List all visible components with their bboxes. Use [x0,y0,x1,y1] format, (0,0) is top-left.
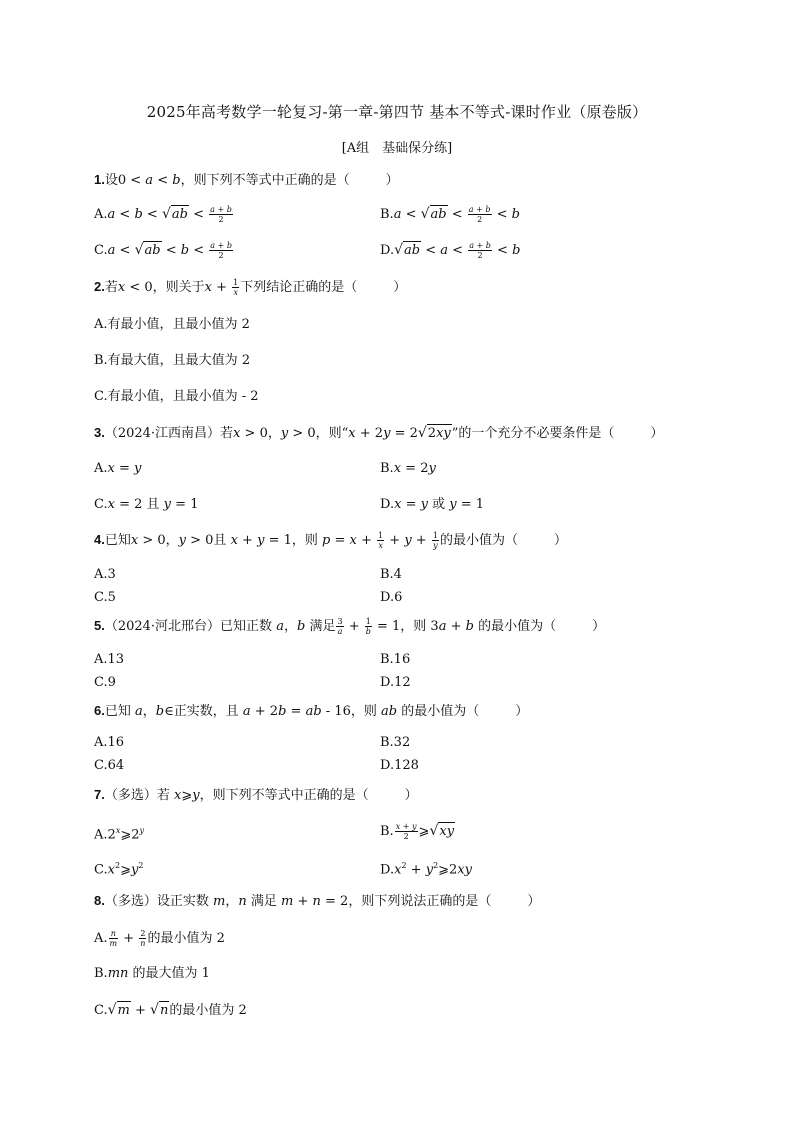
question-7-stem: 7.（多选）若 x⩾y，则下列不等式中正确的是（ ） [94,787,418,803]
question-3-option-d: D.x = y 或 y = 1 [380,497,485,512]
question-1-option-b: B.a < √ab < $\frac{a + b}{2}$ < b [380,205,520,224]
question-8-stem: 8.（多选）设正实数 m，n 满足 m + n = 2，则下列说法正确的是（ ） [94,893,541,909]
question-4-option-b: B.4 [380,567,402,582]
question-7-option-c: $C.x^2⩾y^2$ [94,861,144,878]
question-6-option-c: C.64 [94,758,125,773]
question-5-option-d: D.12 [380,675,411,690]
question-4-stem: 4.已知x > 0，y > 0且 x + y = 1，则 p = x + $\frac{1}{x}$ + y + $\frac{1}{y}$ 的最小值为（ ） [94,531,567,550]
question-6-stem: 6.已知 a，b∈正实数，且 a + 2b = ab - 16，则 ab 的最小值为（ ） [94,703,529,719]
question-2-option-a: A.有最小值，且最小值为 2 [94,317,250,332]
question-4-option-a: A.3 [94,567,116,582]
question-2-stem: 2.若x < 0，则关于x + $\frac{1}{x}$ 下列结论正确的是（ ） [94,278,407,297]
question-3-option-a: A.x = y [94,461,142,476]
question-8-option-a: A. $\frac{n}{m}$ + $\frac{2}{n}$ 的最小值为 2 [94,929,225,948]
question-1-stem: 1.设0 < a < b，则下列不等式中正确的是（ ） [94,172,399,188]
question-6-option-a: A.16 [94,735,125,750]
question-7-option-d: $D.x^2$ + $y^2⩾2xy$ [380,861,473,878]
question-1-option-a: A.a < b < √ab < $\frac{a + b}{2}$ [94,205,232,224]
question-3-stem: 3.（2024·江西南昌）若x > 0，y > 0，则“x + 2y = 2√2xy”的一个充分不必要条件是（ ） [94,425,664,441]
question-4-option-c: C.5 [94,590,116,605]
question-8-option-c: C.√m + √n的最小值为 2 [94,1002,247,1018]
page-title: 2025年高考数学一轮复习-第一章-第四节 基本不等式-课时作业（原卷版） [146,103,648,121]
question-7-option-a: A.2$^x$⩾2$^y$ [94,826,145,843]
question-4-option-d: D.6 [380,590,403,605]
group-heading: [A组 基础保分练] [341,141,453,156]
question-3-option-b: B.x = 2y [380,461,436,476]
question-6-option-d: D.128 [380,758,419,773]
question-5-stem: 5.（2024·河北邢台）已知正数 a，b 满足 $\frac{3}{a}$ + $\frac{1}{b}$ = 1，则 3a + b 的最小值为（ ） [94,617,606,636]
question-1-option-d: D.√ab < a < $\frac{a + b}{2}$ < b [380,241,521,260]
question-8-option-b: B.mn 的最大值为 1 [94,966,210,981]
question-5-option-c: C.9 [94,675,116,690]
question-6-option-b: B.32 [380,735,411,750]
question-7-option-b: B. $\frac{x + y}{2}$ ⩾√xy [380,822,455,841]
question-1-option-c: C.a < √ab < b < $\frac{a + b}{2}$ [94,241,232,260]
question-2-option-c: C.有最小值，且最小值为 - 2 [94,389,259,404]
question-5-option-b: B.16 [380,652,411,667]
question-3-option-c: C.x = 2 且 y = 1 [94,497,199,512]
question-5-option-a: A.13 [94,652,125,667]
question-2-option-b: B.有最大值，且最大值为 2 [94,353,251,368]
